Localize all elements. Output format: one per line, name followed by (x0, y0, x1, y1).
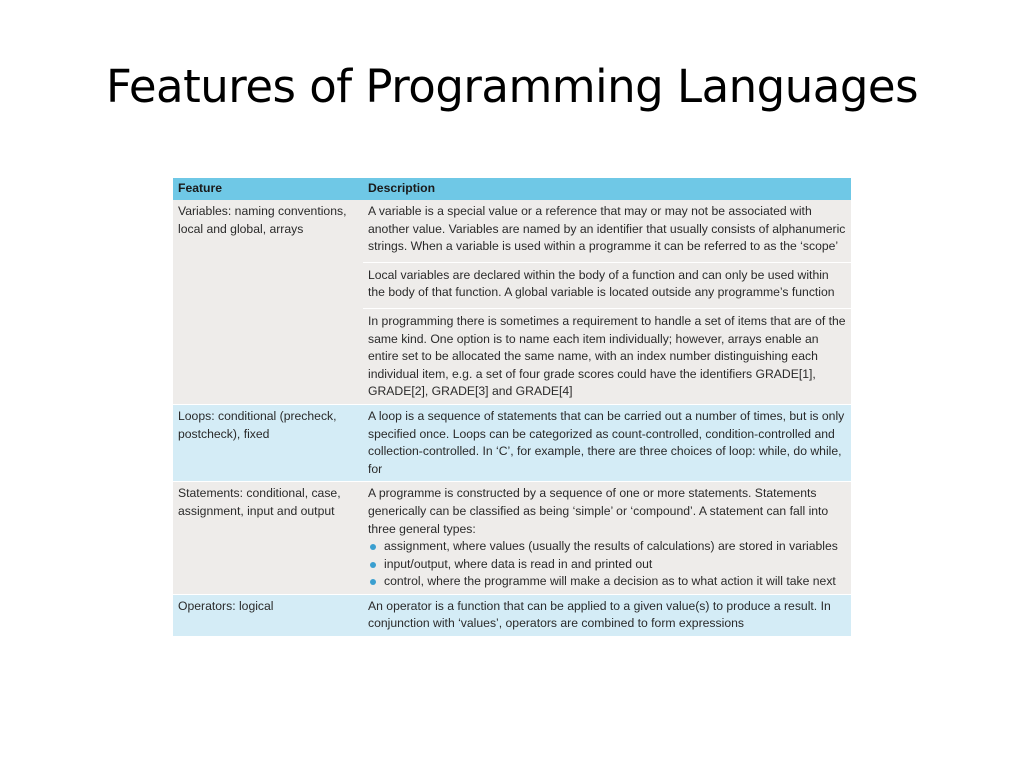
header-feature: Feature (173, 178, 363, 200)
description-paragraph: In programming there is sometimes a requirement to handle a set of items that are of the same kind. One option is to name each item individually; however, arrays enable an entire set to be allocated the same name, with an index number distinguishing each individual item, e.g. a set of four grade scores could have the identifiers GRADE[1], GRADE[2], GRADE[3] and GRADE[4] (368, 313, 846, 399)
slide-title: Features of Programming Languages (105, 60, 919, 113)
description-paragraph: A variable is a special value or a reference that may or may not be associated with another value. Variables are named by an identifier that usually consists of alphanumeric strings. When a variable is used within a programme it can be referred to as the ‘scope’ (368, 204, 846, 254)
description-cell (363, 594, 851, 636)
bullet-icon (370, 544, 376, 550)
list-item (368, 538, 846, 556)
feature-cell: Operators: logical (173, 594, 363, 636)
feature-cell: Loops: conditional (precheck, postcheck), fixed (173, 404, 363, 481)
list-item (368, 556, 846, 574)
paragraph-divider (363, 308, 851, 309)
bullet-icon (370, 579, 376, 585)
table-row-operators (173, 594, 851, 636)
bullet-icon (370, 562, 376, 568)
statement-types-list (368, 538, 846, 591)
list-item-text: control, where the programme will make a decision as to what action it will take next (384, 574, 836, 589)
feature-cell: Variables: naming conventions, local and global, arrays (173, 200, 363, 404)
feature-cell: Statements: conditional, case, assignment, input and output (173, 482, 363, 595)
list-item-text: input/output, where data is read in and printed out (384, 556, 653, 571)
table-row-statements (173, 482, 851, 595)
description-paragraph: Local variables are declared within the body of a function and can only be used within the body of that function. A global variable is located outside any programme’s function (368, 267, 835, 300)
description-paragraph: A programme is constructed by a sequence of one or more statements. Statements generically can be classified as being ‘simple’ or ‘compound’. A statement can fall into three general types: (368, 486, 829, 536)
table-row-loops (173, 404, 851, 481)
features-table (173, 178, 851, 636)
list-item (368, 573, 846, 591)
description-cell (363, 482, 851, 595)
paragraph-divider (363, 262, 851, 263)
description-cell (363, 200, 851, 404)
header-description: Description (363, 178, 851, 200)
description-cell (363, 404, 851, 481)
list-item-text: assignment, where values (usually the results of calculations) are stored in variables (384, 539, 838, 554)
description-paragraph: An operator is a function that can be applied to a given value(s) to produce a result. In conjunction with ‘values’, operators are combined to form expressions (368, 598, 831, 631)
description-paragraph: A loop is a sequence of statements that can be carried out a number of times, but is only specified once. Loops can be categorized as count-controlled, condition-controlled and collection-controlled. In ‘C’, for example, there are three choices of loop: while, do while, for (368, 408, 845, 476)
table-header-row (173, 178, 851, 200)
table-row-variables (173, 200, 851, 404)
